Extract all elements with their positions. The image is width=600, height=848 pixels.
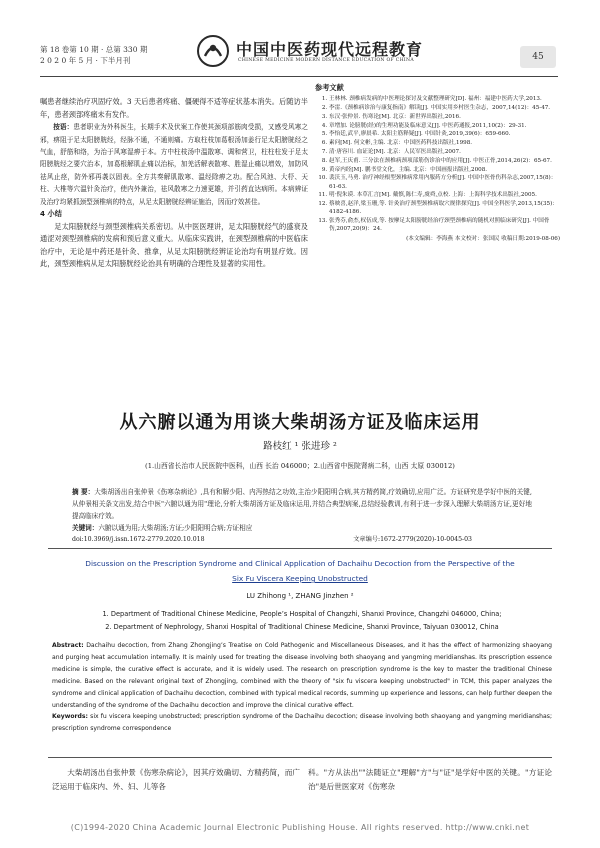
date-line: 2 0 2 0 年 5 月 · 下半月刊 — [40, 56, 131, 65]
reference-item: 4. 章增加. 论膀胱(经)的生理功能及临床意义[J]. 中医药通报,2011,10(2)：29-31. — [329, 122, 560, 130]
keywords-cn — [72, 522, 532, 534]
reference-item: 7. 清·唐容川. 血证论[M]. 北京：人民军医出版社,2007. — [329, 148, 560, 156]
copyright-footer: (C)1994-2020 China Academic Journal Electronic Publishing House. All rights reserved. http://www.cnki.net — [70, 823, 530, 832]
article-title: 从六腑以通为用谈大柴胡汤方证及临床运用 — [119, 412, 481, 433]
reference-item: 10. 裴沃玉,马勇. 治疗神经根型颈椎病常用内服药方分析[J]. 中国中医骨伤科杂志,2007,15(8)：61-63. — [329, 174, 560, 190]
article-number: 文章编号:1672-2779(2020)-10-0045-03 — [353, 536, 472, 543]
reference-item: 5. 李怡廷,武平,廖晨希. 太阳主筋释疑[J]. 中国针灸,2019,39(6)：659-660. — [329, 130, 560, 138]
divider-rule — [48, 548, 552, 549]
abstract-cn — [72, 486, 532, 546]
english-affiliation: 1. Department of Traditional Chinese Medicine, People’s Hospital of Changzhi, Shanxi Province, Changzhi 046000, China; — [102, 610, 502, 618]
body-text-right — [308, 766, 552, 794]
summary-paragraph: 足太阳膀胱经与颈型颈椎病关系密切。从中医医理讲，足太阳膀胱经气的盛衰及通涩对颈型颈椎病的发病和预后意义重大。从临床实践讲，在颈型颈椎病的中医临床治疗中，无论是中药还是针灸、推拿，从足太阳膀胱经辨证论治均有明显疗效。因此，颈型颈椎病从足太阳膀胱经论治具有明确的合理性及显著的实用性。 — [40, 221, 308, 269]
english-title-line: Six Fu Viscera Keeping Unobstructed — [232, 574, 368, 583]
article-affiliation: (1.山西省长治市人民医院中医科，山西 长治 046000；2.山西省中医院肾病二科，山西 太原 030012) — [145, 462, 455, 470]
english-abstract-paragraph — [52, 640, 552, 711]
article-authors: 路枝红 ¹ 张进珍 ² — [263, 441, 337, 452]
body-paragraph: 大柴胡汤出自张仲景《伤寒杂病论》，因其疗效确切、方精药简，而广泛运用于临床内、外、妇、儿等各 — [52, 768, 300, 791]
english-affiliations — [52, 608, 552, 634]
reference-item: 1. 王林林. 颈椎病发病的中医理论探讨及文献整理研究[D]. 福州：福建中医药大学,2013. — [329, 95, 560, 103]
english-keywords-text: six fu viscera keeping unobstructed; prescription syndrome of the Dachaihu decoction; disease involving both shaoyang and yangming meridianshas; prescription syndrome correspondence — [52, 713, 552, 733]
commentary-text: 患者职业为外科医生，长期手术及伏案工作使其颈项部筋肉受损，又感受风寒之邪，痹阻于足太阳膀胱经，经脉不通，不通则痛。方取柱枝加葛根汤加姜行足太阳膀胱经之气血，舒筋和络，为治于风寒湿痹于本。方中柱枝汤中温散寒、调和营卫，柱柱柱发于足太阳膀胱经之要穴治本，加葛根解肌止痛以治标，加羌活解表散寒、胜湿止痛以增效，加防风祛风止痉，防外邪再袭以固表。全方共奏解肌散寒、温经除痹之功。配合风池、大杼、天柱、大椎等穴温针灸治疗，使内外兼治，祛风散寒之力速更雄，并引药直达病所。本病辨证及治疗均紧抓颈型颈椎病的特点，从足太阳膀胱经辨证施治，因而疗效甚佳。 — [40, 123, 309, 206]
english-title — [60, 556, 540, 586]
reference-item: 9. 黄帝内经[M]. 鹏书堂文化，主编. 北京：中国画报出版社,2008. — [329, 166, 560, 174]
references — [315, 84, 560, 243]
reference-item: 2. 李雷.《颈椎病诊治与康复指南》解读[J]. 中国实用乡村医生杂志，2007,14(12)：45-47. — [329, 104, 560, 112]
english-abstract-text: Dachaihu decoction, from Zhang Zhongjing’s Treatise on Cold Pathogenic and Miscellaneous Diseases, and it has the effect of harmonizing shaoyang and purging heat accumulation internally. It is mainly used for treating the disease involving both shaoyang and yangming meridianshas. Its prescription essence medicine is simple, the curative effect is accurate, and it is widely used. The research on prescription syndrome is the key to master the traditional Chinese medicine. Based on the relevant original text of Zhongjing, combined with the theory of "six fu viscera keeping unobstructed" in TCM, this paper analyzes the syndrome and clinical application of Dachaihu decoction, combined with typical medical records, summing up experience and lessons, can help further deepen the understanding of the syndrome of the Dachaihu decoction and improve the clinical curative effect. — [52, 642, 552, 709]
doi: doi:10.3969/j.issn.1672-2779.2020.10.018 — [72, 536, 205, 543]
english-keywords-label: Keywords: — [52, 713, 88, 721]
page-number: 45 — [520, 46, 556, 68]
english-affiliation: 2. Department of Nephrology, Shanxi Hospital of Traditional Chinese Medicine, Shanxi Province, Taiyuan 030012, China — [105, 623, 499, 631]
continuation-paragraph: 嘱患者继续治疗巩固疗效。3 天后患者疼痛、僵硬得不适等症状基本消失。后随访半年，患者颈部疼痛未有发作。 — [40, 97, 308, 119]
header-issue-info — [40, 44, 147, 66]
english-authors: LU Zhihong ¹, ZHANG Jinzhen ² — [246, 592, 354, 600]
editor-footer: (本文编辑：李海燕 本文校对：张国民 收稿日期:2019-08-06) — [406, 235, 560, 242]
keywords-cn-label: 关键词： — [72, 524, 99, 532]
english-title-line: Discussion on the Prescription Syndrome and Clinical Application of Dachaihu Decoction from the Perspective of the — [85, 559, 515, 568]
english-abstract-label: Abstract: — [52, 642, 84, 649]
header-rule — [40, 76, 558, 77]
summary-heading: 4 小结 — [40, 209, 62, 219]
journal-title-cn: 中国中医药现代远程教育 — [236, 40, 424, 59]
abstract-cn-paragraph — [72, 486, 532, 522]
journal-logo-icon — [196, 34, 230, 68]
reference-item: 6. 素问[M]. 何文彬,主编. 北京：中国医药科技出版社,1998. — [329, 139, 560, 147]
commentary-paragraph — [40, 121, 308, 208]
article-meta — [72, 534, 532, 546]
reference-item: 12. 蔡映喜,赵洋,梁玉珊,等. 针灸治疗颈型颈椎病取穴规律探究[J]. 中国全科医学,2013,15(35)：4182-4186. — [329, 200, 560, 216]
divider-rule — [48, 757, 552, 758]
previous-article-column — [40, 96, 308, 271]
reference-item: 3. 东汉·张仲景. 伤寒论[M]. 北京：新世界出版社,2016. — [329, 113, 560, 121]
reference-item: 8. 赵军,王庆甫. 三分法在颈椎病颈项部筋伤诊治中的应用[J]. 中医正骨,2014,26(2)：65-67. — [329, 157, 560, 165]
reference-item: 11. 明·倪朱谟. 本草汇言[M]. 戴慎,陈仁寿,虞舜,点校. 上海：上海科学技术出版社,2005. — [329, 191, 560, 199]
reference-list — [315, 95, 560, 233]
commentary-label: 按语： — [53, 123, 74, 132]
keywords-cn-text: 六腑以通为用;大柴胡汤;方证;少阳阳明合病;方证相应 — [98, 524, 253, 532]
english-abstract — [52, 640, 552, 735]
abstract-cn-text: 大柴胡汤出自张仲景《伤寒杂病论》,具有和解少阳、内泻热结之功效,主治少阳阳明合病,其方精药简,疗效确切,应用广泛。方证研究是学好中医的关键,从仲景相关条文出发,结合中医"六腑以通为用"理论,分析大柴胡汤方证及临床运用,并结合典型病案,总结经验教训,有利于进一步深入理解大柴胡汤方证,更好地提高临床疗效。 — [72, 488, 532, 520]
reference-item: 13. 张秀芬,俞杰,权伍成,等. 按摩足太阳膀胱经治疗颈型颈椎病的随机对照临床研究[J]. 中国骨伤,2007,20(9)：24. — [329, 217, 560, 233]
abstract-cn-label: 摘 要： — [72, 488, 95, 496]
journal-title-en: CHINESE MEDICINE MODERN DISTANCE EDUCATION OF CHINA — [238, 58, 414, 63]
body-paragraph: 科。"方从法出""法随证立"理解"方"与"证"是学好中医的关键。"方证论治"是后世医家对《伤寒杂 — [308, 768, 552, 791]
english-keywords — [52, 711, 552, 735]
references-heading: 参考文献 — [315, 83, 344, 92]
body-text-left — [52, 766, 300, 794]
issue-line: 第 18 卷第 10 期 · 总第 330 期 — [40, 45, 148, 54]
